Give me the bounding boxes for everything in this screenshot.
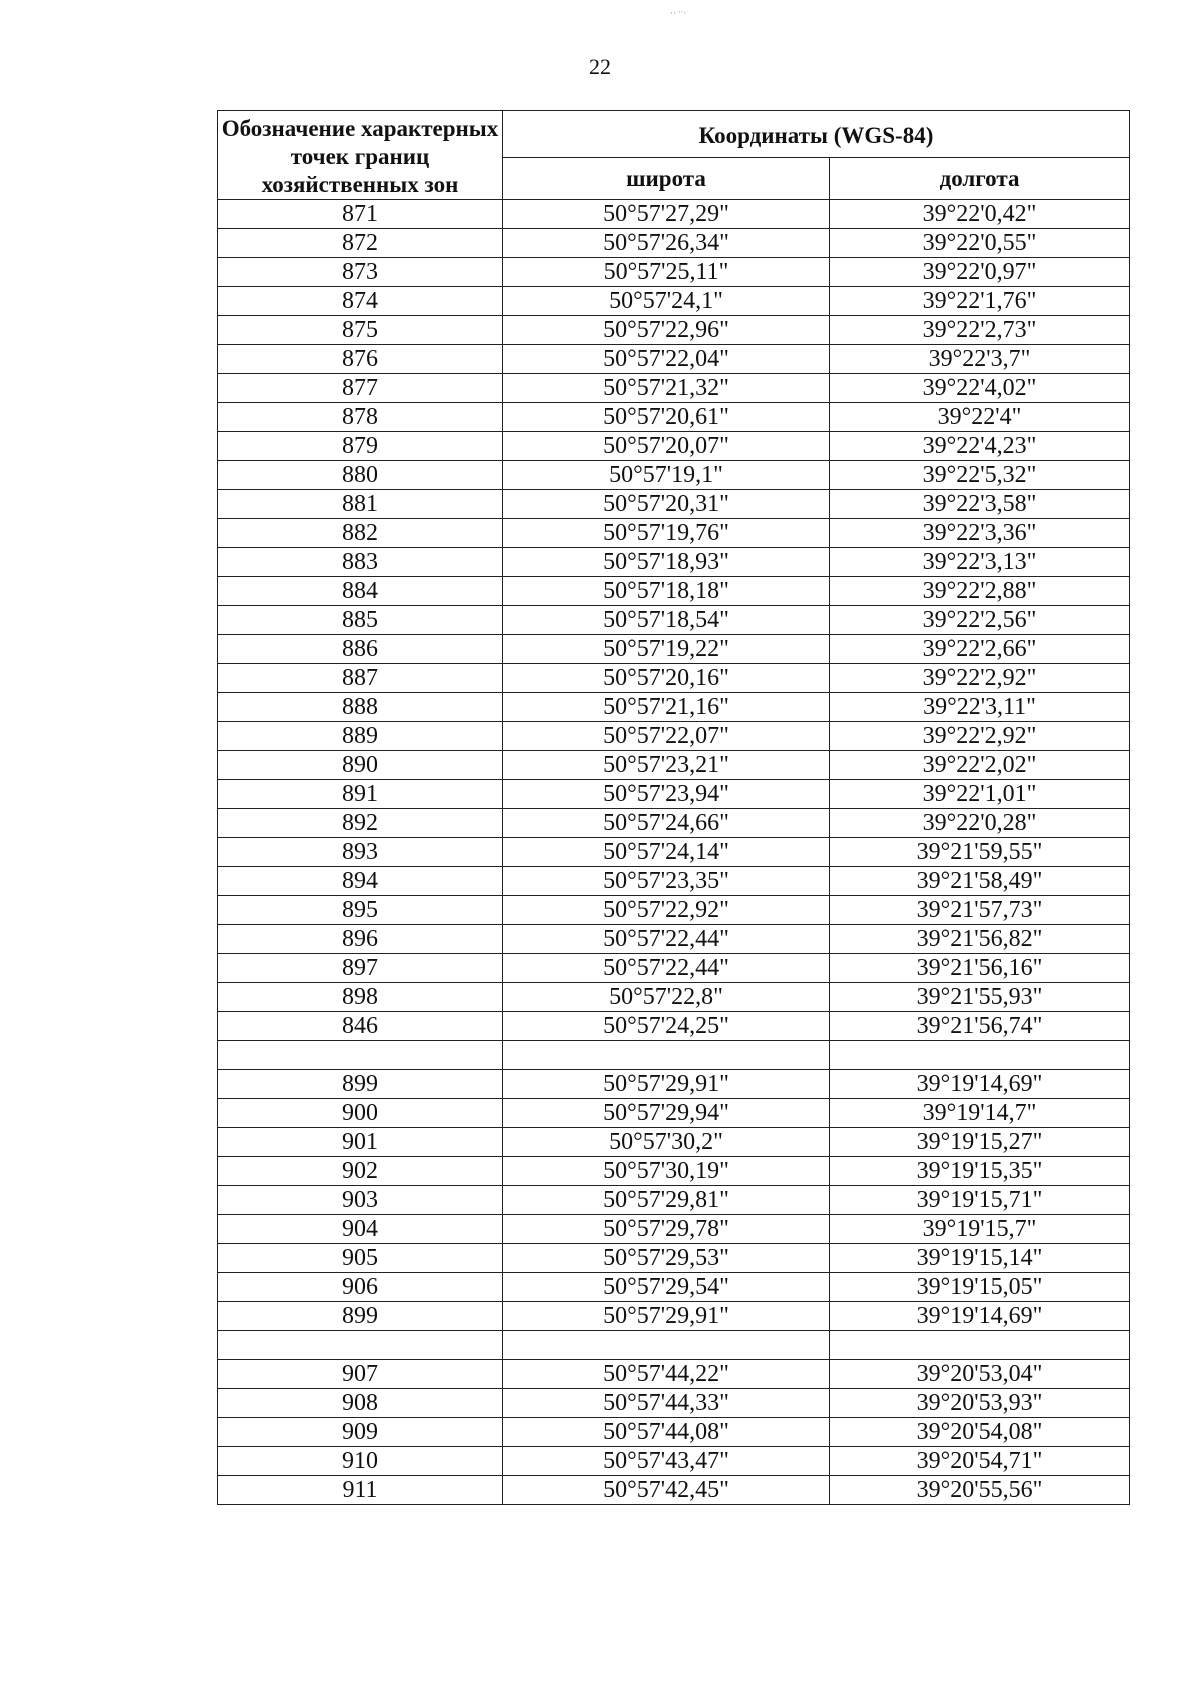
longitude-cell	[830, 1041, 1130, 1070]
point-id-cell: 871	[218, 200, 503, 229]
table-row	[218, 838, 1130, 867]
latitude-cell: 50°57'19,22"	[503, 635, 830, 664]
latitude-cell: 50°57'22,8"	[503, 983, 830, 1012]
point-id-cell: 879	[218, 432, 503, 461]
point-id-cell: 909	[218, 1418, 503, 1447]
point-id-cell: 908	[218, 1389, 503, 1418]
latitude-cell: 50°57'29,81"	[503, 1186, 830, 1215]
table-row	[218, 258, 1130, 287]
latitude-cell: 50°57'22,96"	[503, 316, 830, 345]
point-id-cell: 884	[218, 577, 503, 606]
point-id-cell: 872	[218, 229, 503, 258]
table-row	[218, 1360, 1130, 1389]
point-id-cell: 902	[218, 1157, 503, 1186]
latitude-cell: 50°57'29,94"	[503, 1099, 830, 1128]
table-row	[218, 229, 1130, 258]
point-id-cell: 900	[218, 1099, 503, 1128]
longitude-cell: 39°22'1,01"	[830, 780, 1130, 809]
latitude-cell: 50°57'22,07"	[503, 722, 830, 751]
table-row	[218, 316, 1130, 345]
header-latitude: широта	[503, 158, 830, 200]
header-designation: Обозначение характерных точек границ хозяйственных зон	[218, 111, 503, 200]
table-row	[218, 287, 1130, 316]
longitude-cell: 39°22'4,23"	[830, 432, 1130, 461]
longitude-cell: 39°20'55,56"	[830, 1476, 1130, 1505]
latitude-cell: 50°57'23,94"	[503, 780, 830, 809]
latitude-cell: 50°57'18,54"	[503, 606, 830, 635]
header-coordinates: Координаты (WGS-84)	[503, 111, 1130, 158]
latitude-cell: 50°57'30,19"	[503, 1157, 830, 1186]
point-id-cell: 896	[218, 925, 503, 954]
point-id-cell: 899	[218, 1302, 503, 1331]
table-row	[218, 1447, 1130, 1476]
longitude-cell: 39°22'0,97"	[830, 258, 1130, 287]
longitude-cell: 39°22'0,28"	[830, 809, 1130, 838]
longitude-cell: 39°19'15,35"	[830, 1157, 1130, 1186]
longitude-cell: 39°22'3,36"	[830, 519, 1130, 548]
table-row	[218, 490, 1130, 519]
longitude-cell: 39°20'53,04"	[830, 1360, 1130, 1389]
table-row	[218, 1099, 1130, 1128]
latitude-cell	[503, 1331, 830, 1360]
table-row	[218, 1070, 1130, 1099]
latitude-cell: 50°57'29,91"	[503, 1070, 830, 1099]
longitude-cell: 39°19'15,27"	[830, 1128, 1130, 1157]
longitude-cell: 39°22'3,13"	[830, 548, 1130, 577]
point-id-cell: 899	[218, 1070, 503, 1099]
longitude-cell: 39°21'58,49"	[830, 867, 1130, 896]
longitude-cell: 39°20'53,93"	[830, 1389, 1130, 1418]
latitude-cell: 50°57'30,2"	[503, 1128, 830, 1157]
point-id-cell: 898	[218, 983, 503, 1012]
longitude-cell: 39°19'15,71"	[830, 1186, 1130, 1215]
latitude-cell: 50°57'23,21"	[503, 751, 830, 780]
point-id-cell: 886	[218, 635, 503, 664]
table-row	[218, 374, 1130, 403]
latitude-cell: 50°57'18,18"	[503, 577, 830, 606]
latitude-cell: 50°57'19,1"	[503, 461, 830, 490]
longitude-cell: 39°22'3,11"	[830, 693, 1130, 722]
point-id-cell: 876	[218, 345, 503, 374]
longitude-cell: 39°22'3,58"	[830, 490, 1130, 519]
table-row	[218, 722, 1130, 751]
point-id-cell: 846	[218, 1012, 503, 1041]
point-id-cell: 874	[218, 287, 503, 316]
latitude-cell: 50°57'44,08"	[503, 1418, 830, 1447]
table-row	[218, 345, 1130, 374]
longitude-cell: 39°22'2,88"	[830, 577, 1130, 606]
table-row	[218, 548, 1130, 577]
latitude-cell: 50°57'21,32"	[503, 374, 830, 403]
table-row	[218, 1244, 1130, 1273]
latitude-cell: 50°57'44,33"	[503, 1389, 830, 1418]
point-id-cell: 883	[218, 548, 503, 577]
point-id-cell: 882	[218, 519, 503, 548]
longitude-cell: 39°21'55,93"	[830, 983, 1130, 1012]
point-id-cell: 907	[218, 1360, 503, 1389]
point-id-cell: 880	[218, 461, 503, 490]
table-row	[218, 664, 1130, 693]
longitude-cell: 39°22'0,42"	[830, 200, 1130, 229]
latitude-cell: 50°57'20,16"	[503, 664, 830, 693]
point-id-cell: 910	[218, 1447, 503, 1476]
longitude-cell	[830, 1331, 1130, 1360]
table-row	[218, 432, 1130, 461]
latitude-cell: 50°57'24,66"	[503, 809, 830, 838]
point-id-cell: 877	[218, 374, 503, 403]
latitude-cell: 50°57'20,07"	[503, 432, 830, 461]
latitude-cell: 50°57'29,53"	[503, 1244, 830, 1273]
latitude-cell: 50°57'29,78"	[503, 1215, 830, 1244]
longitude-cell: 39°21'56,16"	[830, 954, 1130, 983]
latitude-cell: 50°57'29,91"	[503, 1302, 830, 1331]
latitude-cell: 50°57'23,35"	[503, 867, 830, 896]
longitude-cell: 39°22'2,56"	[830, 606, 1130, 635]
longitude-cell: 39°19'15,05"	[830, 1273, 1130, 1302]
point-id-cell: 906	[218, 1273, 503, 1302]
point-id-cell: 892	[218, 809, 503, 838]
table-row	[218, 925, 1130, 954]
point-id-cell: 901	[218, 1128, 503, 1157]
longitude-cell: 39°19'15,14"	[830, 1244, 1130, 1273]
table-row	[218, 519, 1130, 548]
table-row	[218, 1215, 1130, 1244]
longitude-cell: 39°20'54,71"	[830, 1447, 1130, 1476]
latitude-cell: 50°57'22,92"	[503, 896, 830, 925]
point-id-cell: 897	[218, 954, 503, 983]
table-row	[218, 983, 1130, 1012]
latitude-cell: 50°57'43,47"	[503, 1447, 830, 1476]
longitude-cell: 39°19'15,7"	[830, 1215, 1130, 1244]
latitude-cell: 50°57'21,16"	[503, 693, 830, 722]
latitude-cell: 50°57'29,54"	[503, 1273, 830, 1302]
latitude-cell	[503, 1041, 830, 1070]
longitude-cell: 39°22'5,32"	[830, 461, 1130, 490]
header-longitude: долгота	[830, 158, 1130, 200]
separator-row	[218, 1331, 1130, 1360]
point-id-cell: 905	[218, 1244, 503, 1273]
separator-row	[218, 1041, 1130, 1070]
table-row	[218, 200, 1130, 229]
latitude-cell: 50°57'24,25"	[503, 1012, 830, 1041]
longitude-cell: 39°21'57,73"	[830, 896, 1130, 925]
point-id-cell: 911	[218, 1476, 503, 1505]
table-row	[218, 1012, 1130, 1041]
table-row	[218, 577, 1130, 606]
point-id-cell: 889	[218, 722, 503, 751]
longitude-cell: 39°22'3,7"	[830, 345, 1130, 374]
table-row	[218, 751, 1130, 780]
page-number: 22	[589, 54, 611, 79]
table-row	[218, 403, 1130, 432]
latitude-cell: 50°57'22,44"	[503, 954, 830, 983]
table-row	[218, 867, 1130, 896]
table-row	[218, 1418, 1130, 1447]
latitude-cell: 50°57'18,93"	[503, 548, 830, 577]
latitude-cell: 50°57'22,04"	[503, 345, 830, 374]
longitude-cell: 39°19'14,7"	[830, 1099, 1130, 1128]
point-id-cell: 904	[218, 1215, 503, 1244]
longitude-cell: 39°22'2,66"	[830, 635, 1130, 664]
point-id-cell: 885	[218, 606, 503, 635]
latitude-cell: 50°57'19,76"	[503, 519, 830, 548]
latitude-cell: 50°57'20,31"	[503, 490, 830, 519]
longitude-cell: 39°21'56,82"	[830, 925, 1130, 954]
table-row	[218, 1389, 1130, 1418]
table-row	[218, 1157, 1130, 1186]
coordinates-table	[217, 110, 1130, 1505]
table-row	[218, 1302, 1130, 1331]
longitude-cell: 39°19'14,69"	[830, 1302, 1130, 1331]
latitude-cell: 50°57'25,11"	[503, 258, 830, 287]
latitude-cell: 50°57'24,14"	[503, 838, 830, 867]
longitude-cell: 39°19'14,69"	[830, 1070, 1130, 1099]
longitude-cell: 39°22'2,92"	[830, 722, 1130, 751]
point-id-cell: 881	[218, 490, 503, 519]
point-id-cell: 891	[218, 780, 503, 809]
table-row	[218, 896, 1130, 925]
longitude-cell: 39°20'54,08"	[830, 1418, 1130, 1447]
table-row	[218, 780, 1130, 809]
longitude-cell: 39°22'4,02"	[830, 374, 1130, 403]
point-id-cell: 890	[218, 751, 503, 780]
latitude-cell: 50°57'27,29"	[503, 200, 830, 229]
latitude-cell: 50°57'24,1"	[503, 287, 830, 316]
point-id-cell: 887	[218, 664, 503, 693]
point-id-cell	[218, 1331, 503, 1360]
point-id-cell: 873	[218, 258, 503, 287]
longitude-cell: 39°22'0,55"	[830, 229, 1130, 258]
scan-mark: ·· ˑˑ·	[670, 8, 687, 18]
point-id-cell: 893	[218, 838, 503, 867]
latitude-cell: 50°57'42,45"	[503, 1476, 830, 1505]
table-row	[218, 954, 1130, 983]
point-id-cell: 903	[218, 1186, 503, 1215]
table-body	[218, 200, 1130, 1505]
latitude-cell: 50°57'22,44"	[503, 925, 830, 954]
table-row	[218, 461, 1130, 490]
table-row	[218, 1128, 1130, 1157]
longitude-cell: 39°21'56,74"	[830, 1012, 1130, 1041]
longitude-cell: 39°22'4"	[830, 403, 1130, 432]
point-id-cell: 894	[218, 867, 503, 896]
table-row	[218, 693, 1130, 722]
point-id-cell: 895	[218, 896, 503, 925]
point-id-cell: 878	[218, 403, 503, 432]
table-row	[218, 1273, 1130, 1302]
longitude-cell: 39°22'2,02"	[830, 751, 1130, 780]
latitude-cell: 50°57'44,22"	[503, 1360, 830, 1389]
point-id-cell: 888	[218, 693, 503, 722]
point-id-cell	[218, 1041, 503, 1070]
longitude-cell: 39°22'1,76"	[830, 287, 1130, 316]
table-row	[218, 606, 1130, 635]
point-id-cell: 875	[218, 316, 503, 345]
longitude-cell: 39°22'2,73"	[830, 316, 1130, 345]
latitude-cell: 50°57'26,34"	[503, 229, 830, 258]
table-row	[218, 1476, 1130, 1505]
table-row	[218, 1186, 1130, 1215]
table-row	[218, 635, 1130, 664]
longitude-cell: 39°22'2,92"	[830, 664, 1130, 693]
latitude-cell: 50°57'20,61"	[503, 403, 830, 432]
table-header	[218, 111, 1130, 200]
table-row	[218, 809, 1130, 838]
longitude-cell: 39°21'59,55"	[830, 838, 1130, 867]
